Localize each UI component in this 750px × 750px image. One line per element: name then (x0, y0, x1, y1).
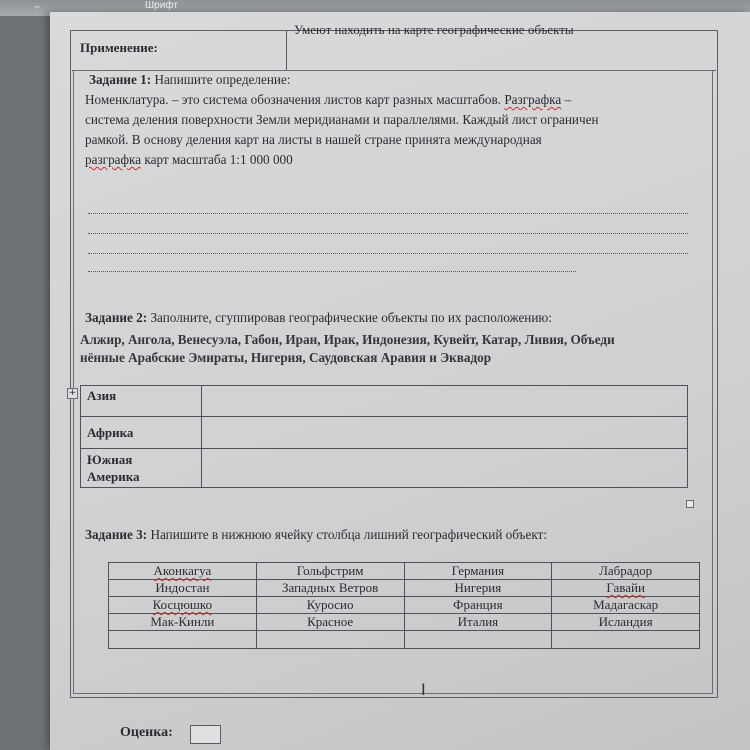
task1-prompt: Напишите определение: (154, 72, 291, 87)
answer-cell[interactable] (202, 449, 688, 488)
table-cell: Западных Ветров (256, 580, 404, 597)
task1-title: Задание 1: (89, 72, 152, 87)
table-cell: Гольфстрим (256, 563, 404, 580)
application-label: Применение: (80, 40, 158, 55)
table-cell: Германия (404, 563, 552, 580)
region-cell: Азия (81, 386, 202, 417)
task2-heading (85, 310, 552, 326)
table-row (109, 563, 700, 580)
answer-cell[interactable] (202, 417, 688, 449)
grade-label: Оценка: (120, 725, 173, 740)
table-cell: Италия (404, 614, 552, 631)
task1-line3: система деления поверхности Земли меридианами и параллелями. Каждый лист ограничен (85, 112, 599, 127)
table-cell: Красное (256, 614, 404, 631)
cell-divider (286, 30, 287, 70)
task1-tail: карт масштаба 1:1 000 000 (141, 152, 293, 167)
task2-objects-line: Алжир, Ангола, Венесуэла, Габон, Иран, Ирак, Индонезия, Кувейт, Катар, Ливия, Объеди (80, 332, 615, 347)
dialog-launcher-icon[interactable]: ⌐ (34, 3, 41, 12)
answer-line[interactable] (88, 253, 688, 254)
table-cell: Мадагаскар (552, 597, 700, 614)
task3-title: Задание 3: (85, 527, 148, 542)
task1-dash: – (561, 92, 572, 107)
spell-flag-razgrafka-2[interactable]: разграфка (85, 152, 142, 167)
table-move-handle-icon[interactable]: + (68, 388, 77, 398)
table-cell: Лабрадор (552, 563, 700, 580)
table-cell: Куросио (256, 597, 404, 614)
task1-block[interactable] (85, 70, 695, 170)
table-row (81, 386, 688, 417)
region-label: Африка (87, 425, 134, 440)
answer-cell[interactable] (256, 631, 404, 649)
application-row (72, 22, 716, 71)
grade-field[interactable] (190, 725, 221, 744)
table-row (81, 449, 688, 488)
region-cell (81, 417, 202, 449)
odd-one-out-table (108, 562, 700, 649)
answer-line[interactable] (88, 213, 688, 214)
task1-text: Номенклатура. – это система обозначения листов карт разных масштабов. (85, 92, 502, 107)
table-cell: Нигерия (404, 580, 552, 597)
region-cell (81, 449, 202, 488)
table-cell: Мак-Кинли (109, 614, 257, 631)
task2-title: Задание 2: (85, 310, 148, 325)
table-row (109, 580, 700, 597)
task1-line4: рамкой. В основу деления карт на листы в нашей стране принята международная (85, 132, 542, 147)
table-cell (109, 597, 257, 614)
table-row (109, 597, 700, 614)
spell-flag-word[interactable]: Гавайи (606, 580, 645, 595)
table-row (109, 614, 700, 631)
spell-flag-word[interactable]: Аконкагуа (153, 563, 212, 578)
answer-cell[interactable] (552, 631, 700, 649)
answer-line[interactable] (88, 233, 688, 234)
task1-line2 (85, 90, 695, 110)
task3-prompt: Напишите в нижнюю ячейку столбца лишний географический объект: (150, 527, 547, 542)
table-cell (109, 563, 257, 580)
table-cell: Исландия (552, 614, 700, 631)
spell-flag-word[interactable]: Косцюшко (152, 597, 213, 612)
task2-prompt: Заполните, сгуппировав географические объекты по их расположению: (150, 310, 552, 325)
table-resize-handle[interactable] (686, 500, 694, 508)
table-cell (552, 580, 700, 597)
task1-heading (85, 70, 695, 90)
answer-line[interactable] (88, 271, 576, 272)
region-label: Америка (87, 469, 140, 484)
table-cell: Франция (404, 597, 552, 614)
answer-cell[interactable] (109, 631, 257, 649)
table-row (81, 417, 688, 449)
answer-cell[interactable] (404, 631, 552, 649)
ribbon-group-label[interactable]: Шрифт (145, 0, 178, 11)
task2-objects (80, 331, 700, 367)
answer-cell[interactable] (202, 386, 688, 417)
answer-row (109, 631, 700, 649)
task2-objects-line: нённые Арабские Эмираты, Нигерия, Саудовская Аравия и Эквадор (80, 350, 492, 365)
task3-heading (85, 527, 547, 543)
table-cell: Индостан (109, 580, 257, 597)
text-cursor-icon: I (421, 680, 426, 699)
application-text: Умеют находить на карте географические объекты (294, 22, 574, 37)
spell-flag-razgrafka[interactable]: Разграфка (504, 92, 562, 107)
region-table (80, 385, 688, 488)
region-label: Южная (87, 452, 133, 467)
task1-line5 (85, 150, 695, 170)
